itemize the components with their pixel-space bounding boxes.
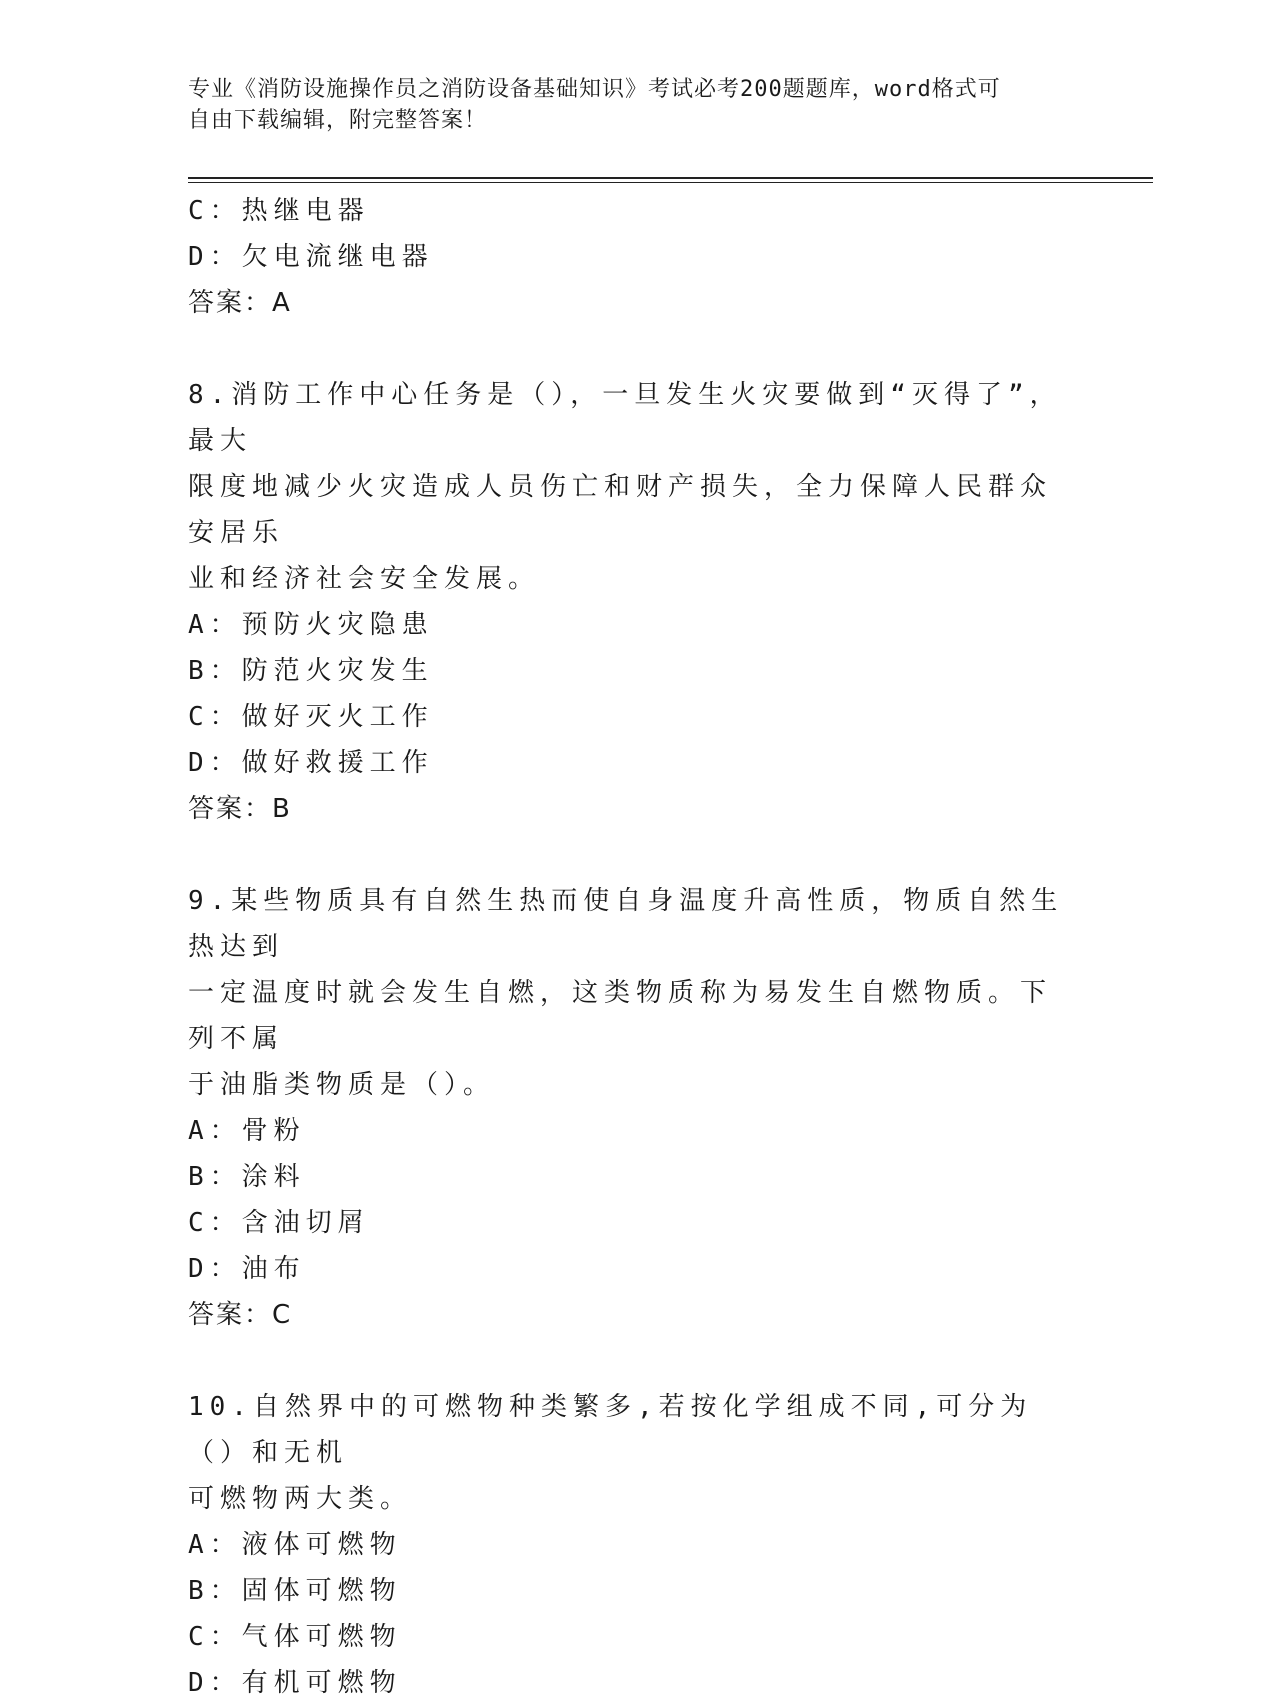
option-d: D：有机可燃物	[188, 1668, 402, 1698]
option-c: C：热继电器	[188, 196, 370, 226]
option-c: C：含油切屑	[188, 1208, 370, 1238]
answer-line: 答案：A	[188, 288, 292, 318]
option-a: A：预防火灾隐患	[188, 610, 434, 640]
option-d: D：欠电流继电器	[188, 242, 434, 272]
question-content	[188, 188, 1078, 1706]
header-divider-thick	[188, 177, 1153, 179]
question-stem-line: 8.消防工作中心任务是（），一旦发生火灾要做到“灭得了”，最大	[188, 380, 1062, 456]
question-7-continuation	[188, 188, 1078, 326]
option-c: C：气体可燃物	[188, 1622, 402, 1652]
header-line-2: 自由下载编辑，附完整答案！	[188, 108, 488, 133]
question-9	[188, 878, 1078, 1338]
answer-line: 答案：C	[188, 1300, 293, 1330]
question-stem-line: 限度地减少火灾造成人员伤亡和财产损失，全力保障人民群众安居乐	[188, 472, 1053, 548]
answer-line: 答案：B	[188, 794, 292, 824]
option-a: A：液体可燃物	[188, 1530, 402, 1560]
option-b: B：固体可燃物	[188, 1576, 402, 1606]
question-stem-line: 10.自然界中的可燃物种类繁多,若按化学组成不同,可分为（）和无机	[188, 1392, 1033, 1468]
option-d: D：做好救援工作	[188, 748, 434, 778]
question-stem-line: 9.某些物质具有自然生热而使自身温度升高性质，物质自然生热达到	[188, 886, 1064, 962]
question-8	[188, 372, 1078, 832]
spacer	[188, 326, 1078, 372]
option-d: D：油布	[188, 1254, 306, 1284]
option-b: B：防范火灾发生	[188, 656, 434, 686]
option-a: A：骨粉	[188, 1116, 306, 1146]
option-b: B：涂料	[188, 1162, 306, 1192]
spacer	[188, 832, 1078, 878]
question-stem-line: 可燃物两大类。	[188, 1484, 413, 1514]
question-stem-line: 业和经济社会安全发展。	[188, 564, 541, 594]
option-c: C：做好灭火工作	[188, 702, 434, 732]
question-10	[188, 1384, 1078, 1706]
question-stem-line: 于油脂类物质是（）。	[188, 1070, 496, 1100]
spacer	[188, 1338, 1078, 1384]
question-stem-line: 一定温度时就会发生自燃，这类物质称为易发生自燃物质。下列不属	[188, 978, 1053, 1054]
header-line-1: 专业《消防设施操作员之消防设备基础知识》考试必考200题题库，word格式可	[188, 77, 1001, 102]
page-header	[188, 74, 1068, 136]
header-divider-thin	[188, 182, 1153, 183]
